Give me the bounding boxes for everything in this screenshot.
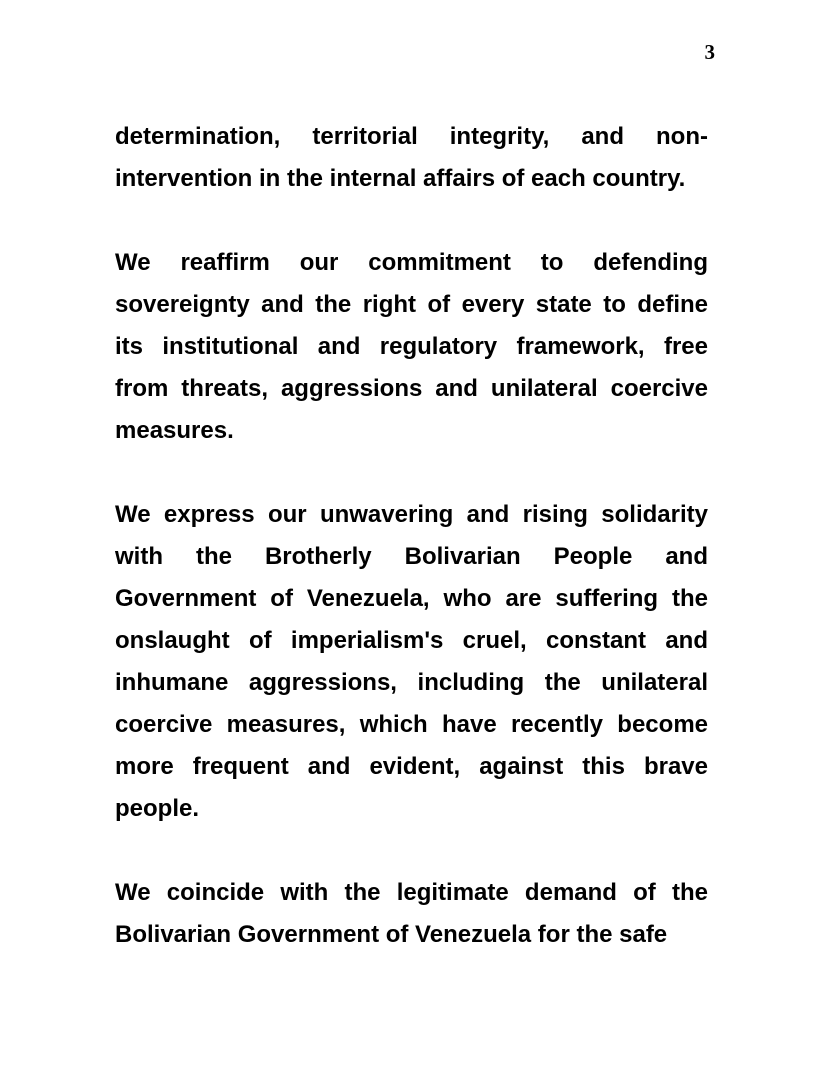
text-line: measures. [115, 417, 234, 444]
paragraph [115, 872, 708, 956]
text-line: more frequent and evident, against this brave [115, 753, 708, 780]
paragraph [115, 242, 708, 452]
text-line: Bolivarian Government of Venezuela for the safe [115, 921, 668, 948]
text-line: determination, territorial integrity, and non- [115, 123, 708, 150]
paragraph [115, 494, 708, 830]
text-line: We coincide with the legitimate demand of the [115, 879, 708, 906]
text-line: Government of Venezuela, who are suffering the [115, 585, 708, 612]
text-line: people. [115, 795, 200, 822]
page-number: 3 [704, 40, 715, 64]
document-body [115, 116, 708, 998]
text-line: with the Brotherly Bolivarian People and [115, 543, 708, 570]
paragraph [115, 116, 708, 200]
text-line: inhumane aggressions, including the unilateral [115, 669, 708, 696]
text-line: onslaught of imperialism's cruel, constant and [115, 627, 708, 654]
text-line: intervention in the internal affairs of each country. [115, 165, 686, 192]
text-line: its institutional and regulatory framework, free [115, 333, 708, 360]
text-line: We express our unwavering and rising solidarity [115, 501, 708, 528]
text-line: coercive measures, which have recently become [115, 711, 708, 738]
text-line: sovereignty and the right of every state to define [115, 291, 708, 318]
text-line: We reaffirm our commitment to defending [115, 249, 708, 276]
text-line: from threats, aggressions and unilateral coercive [115, 375, 708, 402]
